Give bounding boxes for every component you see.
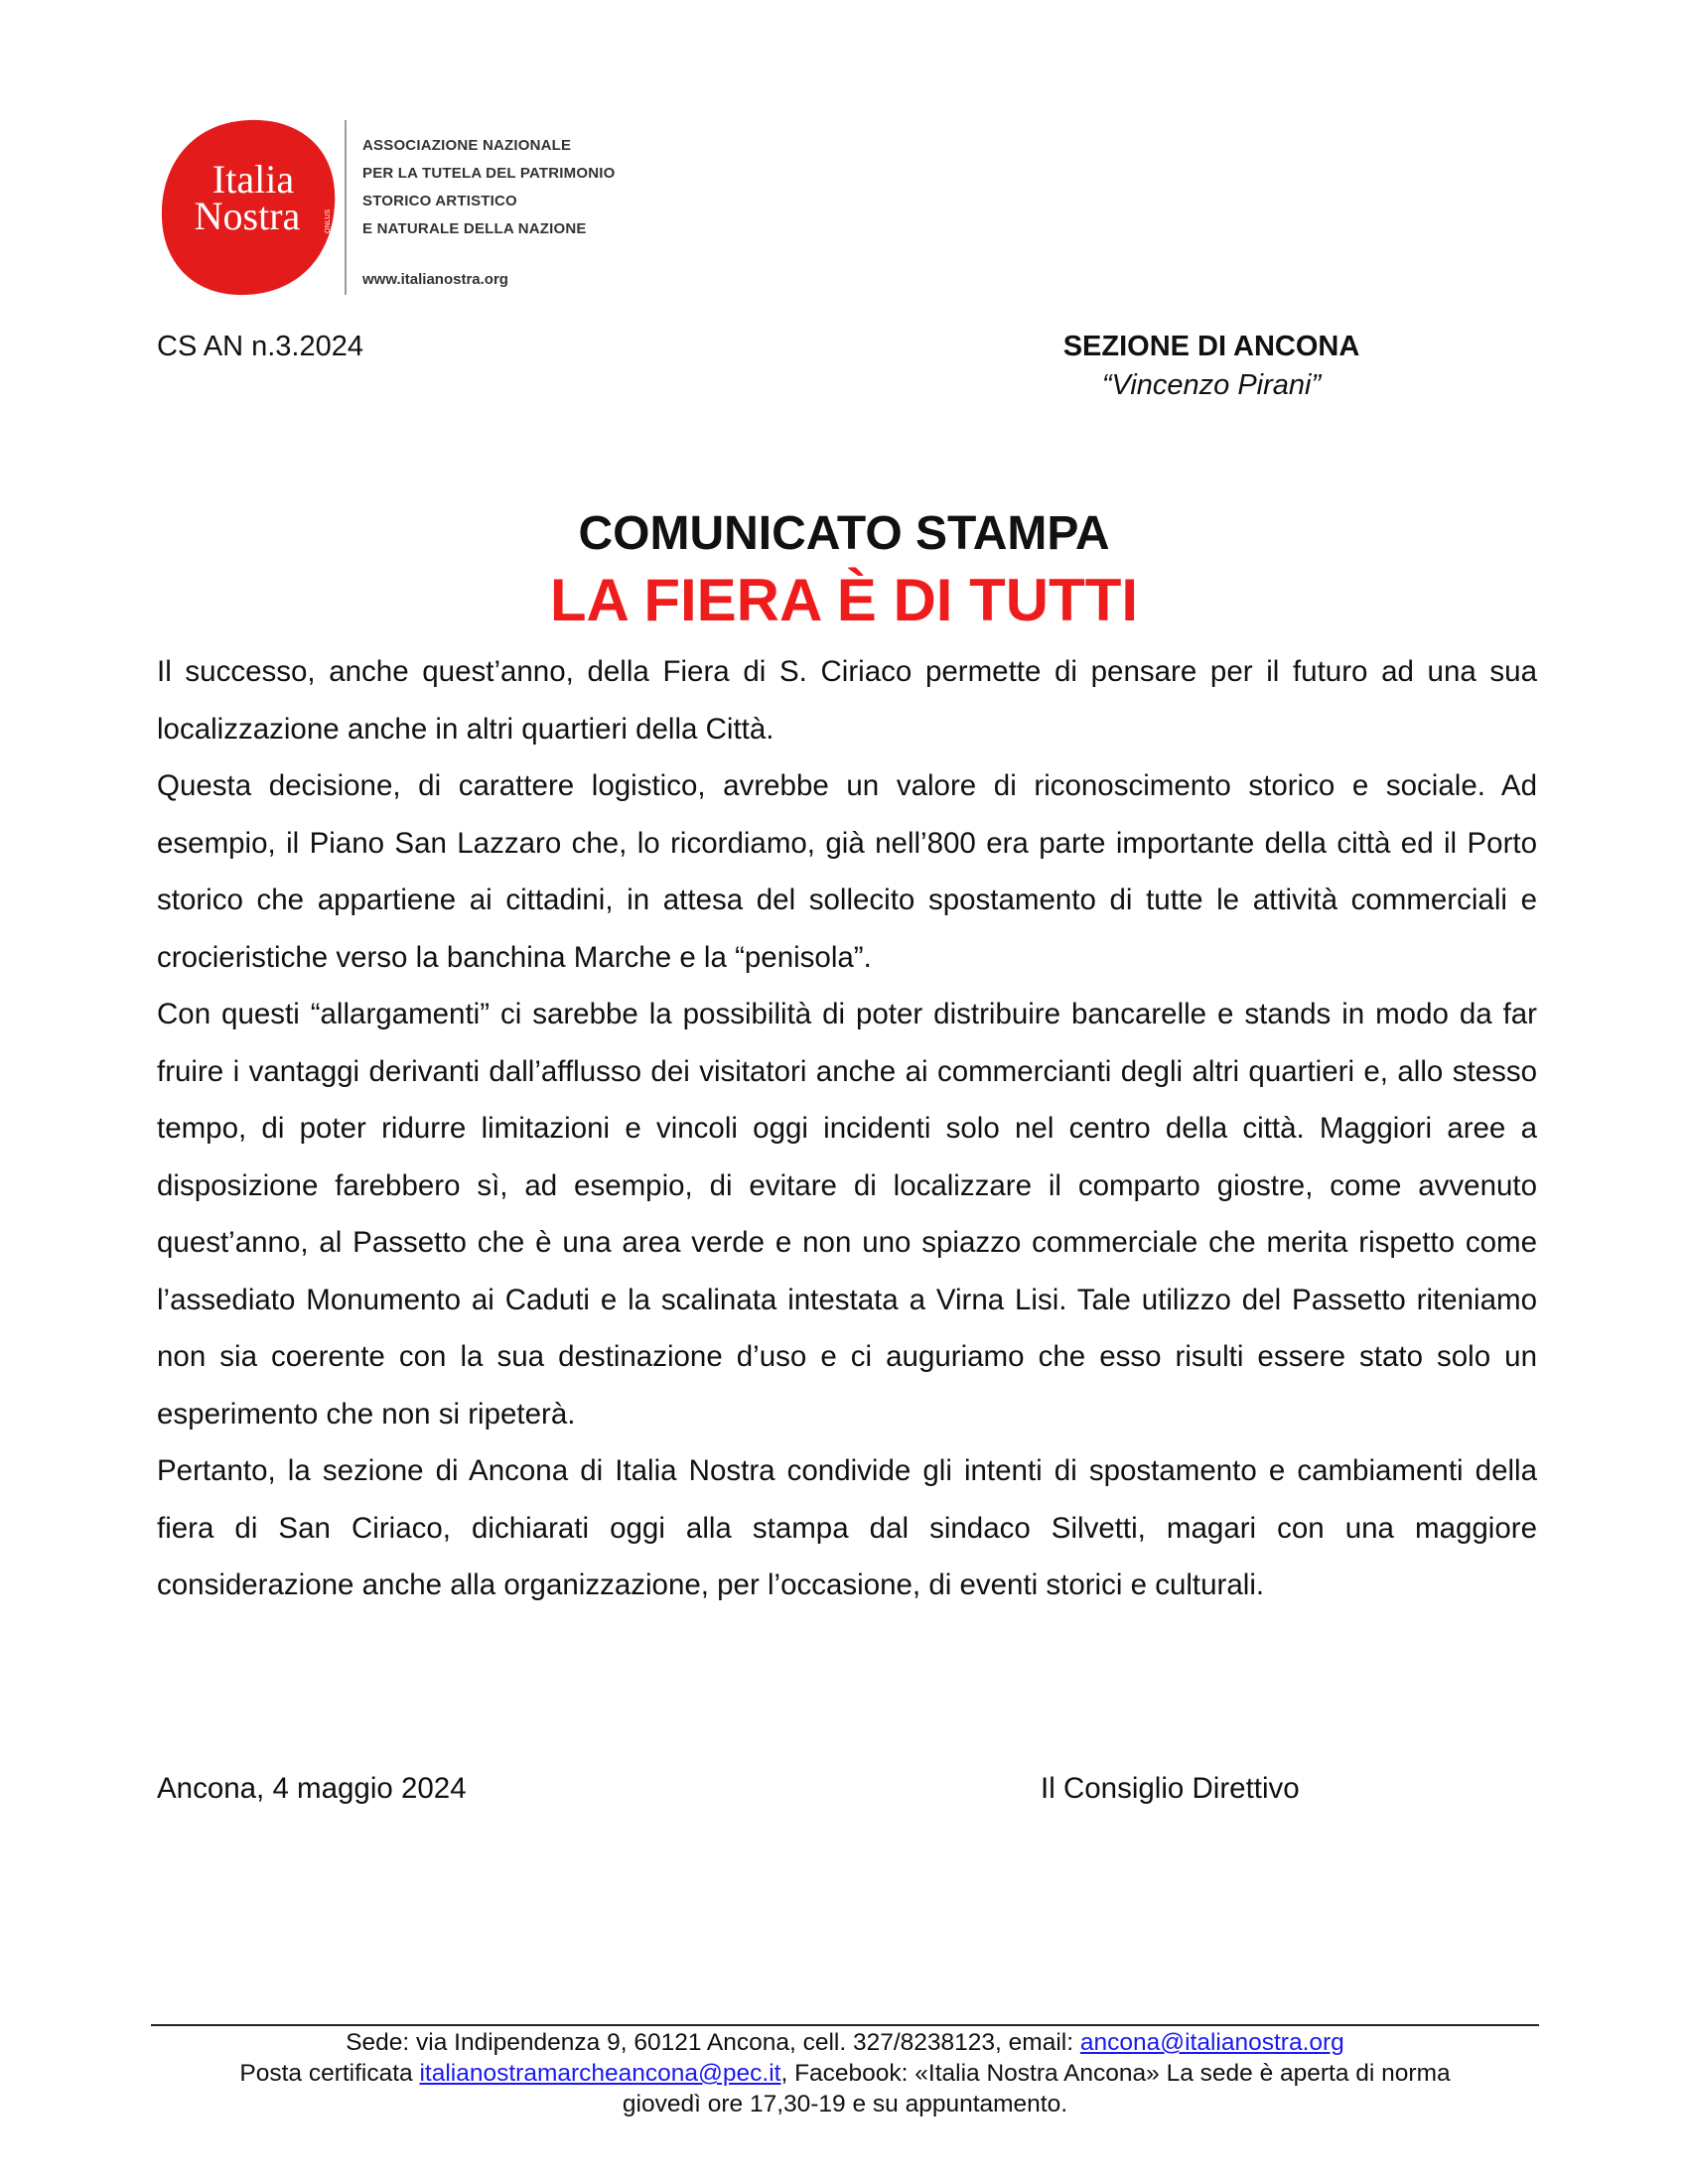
paragraph: Con questi “allargamenti” ci sarebbe la possibilità di poter distribuire bancarelle e stands in modo da far fruire i vantaggi derivanti dall’afflusso dei visitatori anche ai commercianti degli altri quartieri e, allo stesso tempo, di poter ridurre limitazioni e vincoli oggi incidenti solo nel centro della città. Maggiori aree a disposizione farebbero sì, ad esempio, di evitare di localizzare il comparto giostre, come avvenuto quest’anno, al Passetto che è una area verde e non uno spiazzo commerciale che merita rispetto come l’assediato Monumento ai Caduti e la scalinata intestata a Virna Lisi. Tale utilizzo del Passetto riteniamo non sia coerente con la sua destinazione d’uso e ci auguriamo che esso risulti essere stato solo un esperimento che non si ripeterà. <box>157 998 1537 1431</box>
logo-text-onlus: ONLUS <box>325 208 332 233</box>
italia-nostra-logo-mark <box>154 114 343 303</box>
paragraph: Questa decisione, di carattere logistico, avrebbe un valore di riconoscimento storico e sociale. Ad esempio, il Piano San Lazzaro che, lo ricordiamo, già nell’800 era parte importante della città ed il Porto storico che appartiene ai cittadini, in attesa del sollecito spostamento di tutte le attività commerciali e crocieristiche verso la banchina Marche e la “penisola”. <box>157 769 1537 974</box>
headline: LA FIERA È DI TUTTI <box>549 567 1139 633</box>
signature: Il Consiglio Direttivo <box>1041 1772 1300 1805</box>
section-name: “Vincenzo Pirani” <box>1101 369 1322 401</box>
footer-address: Sede: via Indipendenza 9, 60121 Ancona, cell. 327/8238123, email: <box>346 2029 1080 2056</box>
section-title: SEZIONE DI ANCONA <box>1062 331 1360 362</box>
footer <box>151 2027 1539 2119</box>
logo-text-nostra: Nostra <box>194 194 301 238</box>
email-link[interactable]: ancona@italianostra.org <box>1079 2029 1344 2056</box>
assoc-line: STORICO ARTISTICO <box>362 193 517 209</box>
logo-text-italia: Italia <box>211 157 295 202</box>
assoc-line: ASSOCIAZIONE NAZIONALE <box>362 137 572 154</box>
italia-nostra-logo <box>154 114 670 303</box>
date-place: Ancona, 4 maggio 2024 <box>157 1772 467 1805</box>
footer-line-2 <box>151 2058 1539 2089</box>
document-title: COMUNICATO STAMPA <box>578 507 1110 560</box>
paragraph: Il successo, anche quest’anno, della Fiera di S. Ciriaco permette di pensare per il futuro ad una sua localizzazione anche in altri quartieri della Città. <box>157 655 1537 746</box>
assoc-line: PER LA TUTELA DEL PATRIMONIO <box>362 165 616 182</box>
association-name <box>362 132 615 243</box>
assoc-line: E NATURALE DELLA NAZIONE <box>362 220 587 237</box>
logo-divider <box>345 120 347 295</box>
press-release-number: CS AN n.3.2024 <box>157 331 363 362</box>
footer-divider <box>151 2024 1539 2026</box>
logo-website: www.italianostra.org <box>362 271 508 288</box>
footer-line-3: giovedì ore 17,30-19 e su appuntamento. <box>622 2091 1068 2117</box>
footer-facebook: , Facebook: «Italia Nostra Ancona» La sede è aperta di norma <box>780 2060 1451 2087</box>
pec-link[interactable]: italianostramarcheancona@pec.it <box>419 2060 781 2087</box>
paragraph: Pertanto, la sezione di Ancona di Italia Nostra condivide gli intenti di spostamento e cambiamenti della fiera di San Ciriaco, dichiarati oggi alla stampa dal sindaco Silvetti, magari con una maggiore considerazione anche alla organizzazione, per l’occasione, di eventi storici e culturali. <box>157 1454 1537 1601</box>
body-text <box>157 643 1537 1614</box>
footer-line-1 <box>151 2027 1539 2058</box>
footer-pec-label: Posta certificata <box>239 2060 420 2087</box>
